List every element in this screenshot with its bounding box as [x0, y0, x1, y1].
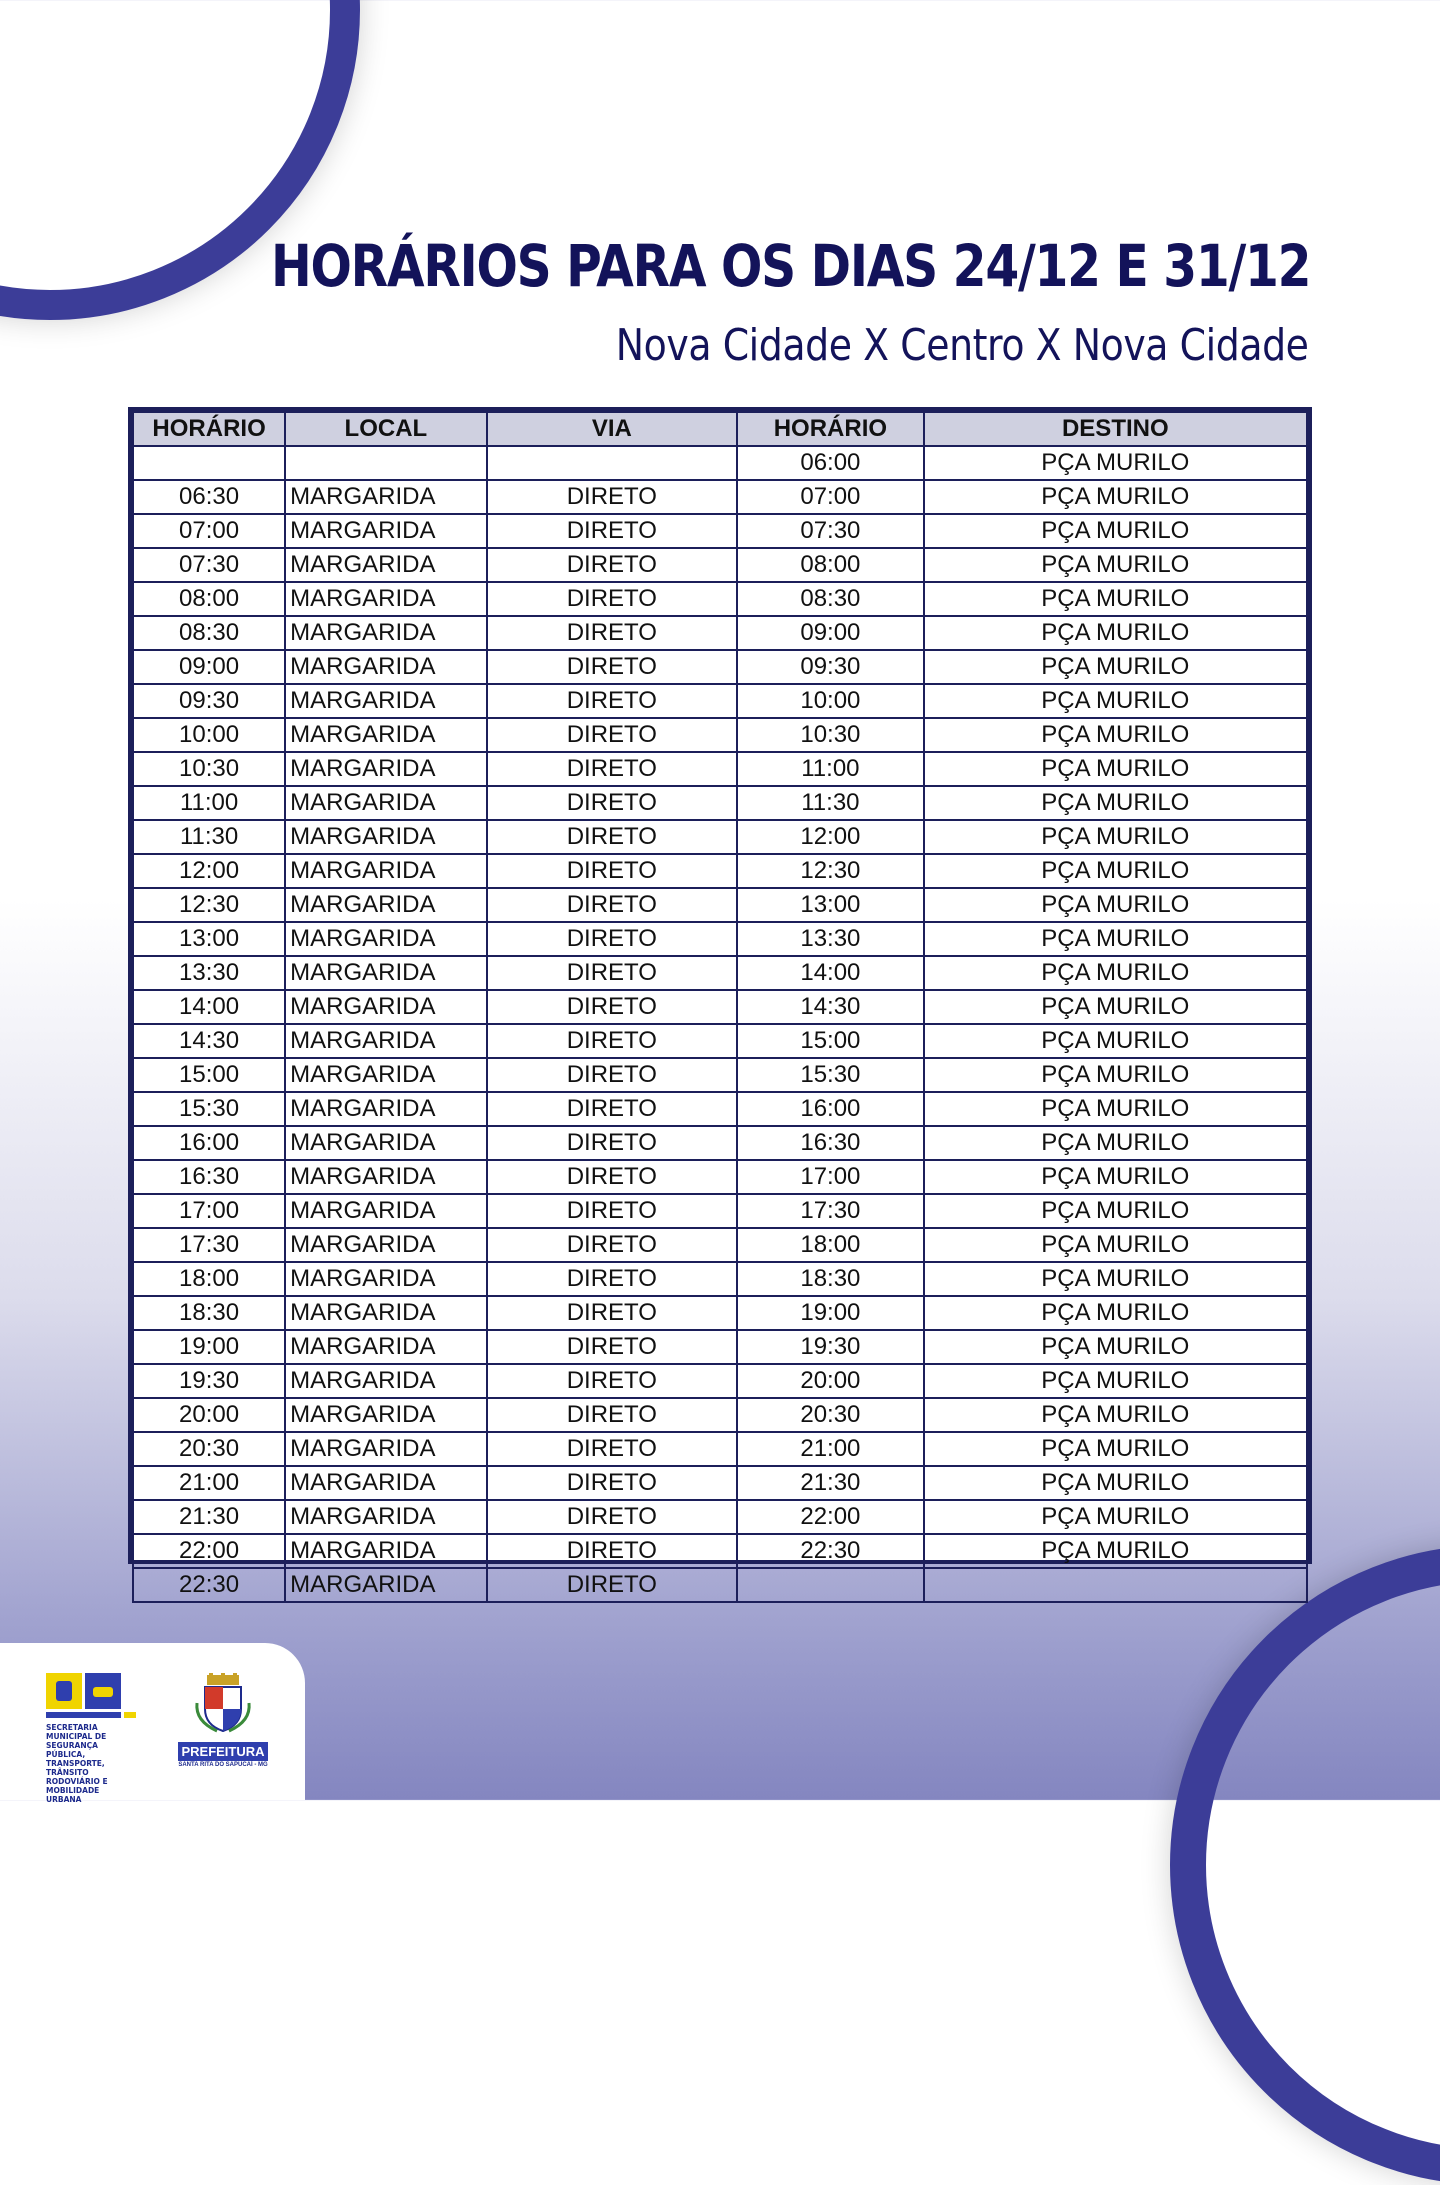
prefeitura-city: SANTA RITA DO SAPUCAÍ - MG	[178, 1762, 268, 1768]
departure-time-cell: 14:30	[133, 1024, 285, 1058]
destino-cell: PÇA MURILO	[924, 1500, 1307, 1534]
table-row	[133, 1330, 1307, 1364]
arrival-time-cell: 08:00	[737, 548, 924, 582]
local-cell: MARGARIDA	[285, 718, 486, 752]
destino-cell: PÇA MURILO	[924, 446, 1307, 480]
destino-cell: PÇA MURILO	[924, 1398, 1307, 1432]
table-row	[133, 548, 1307, 582]
local-cell: MARGARIDA	[285, 888, 486, 922]
departure-time-cell: 12:30	[133, 888, 285, 922]
arrival-time-cell: 22:30	[737, 1534, 924, 1568]
arrival-time-cell: 22:00	[737, 1500, 924, 1534]
departure-time-cell: 14:00	[133, 990, 285, 1024]
local-cell: MARGARIDA	[285, 1194, 486, 1228]
table-row	[133, 582, 1307, 616]
table-row	[133, 854, 1307, 888]
table-row	[133, 1296, 1307, 1330]
destino-cell: PÇA MURILO	[924, 650, 1307, 684]
arrival-time-cell: 17:30	[737, 1194, 924, 1228]
via-cell: DIRETO	[487, 820, 738, 854]
local-cell: MARGARIDA	[285, 854, 486, 888]
arrival-time-cell: 19:30	[737, 1330, 924, 1364]
arrival-time-cell: 06:00	[737, 446, 924, 480]
departure-time-cell	[133, 446, 285, 480]
via-cell: DIRETO	[487, 1228, 738, 1262]
destino-cell: PÇA MURILO	[924, 616, 1307, 650]
via-cell: DIRETO	[487, 480, 738, 514]
arrival-time-cell: 10:30	[737, 718, 924, 752]
destino-cell: PÇA MURILO	[924, 1160, 1307, 1194]
destino-cell: PÇA MURILO	[924, 684, 1307, 718]
via-cell: DIRETO	[487, 1398, 738, 1432]
departure-time-cell: 17:00	[133, 1194, 285, 1228]
arrival-time-cell: 21:30	[737, 1466, 924, 1500]
destino-cell: PÇA MURILO	[924, 548, 1307, 582]
destino-cell: PÇA MURILO	[924, 752, 1307, 786]
departure-time-cell: 17:30	[133, 1228, 285, 1262]
local-cell: MARGARIDA	[285, 1024, 486, 1058]
via-cell: DIRETO	[487, 1058, 738, 1092]
local-cell: MARGARIDA	[285, 1262, 486, 1296]
via-cell: DIRETO	[487, 582, 738, 616]
arrival-time-cell: 09:30	[737, 650, 924, 684]
via-cell: DIRETO	[487, 1126, 738, 1160]
arrival-time-cell: 18:30	[737, 1262, 924, 1296]
departure-time-cell: 18:30	[133, 1296, 285, 1330]
arrival-time-cell: 10:00	[737, 684, 924, 718]
header-horario-arrival: HORÁRIO	[737, 412, 924, 446]
destino-cell	[924, 1568, 1307, 1602]
table-row	[133, 446, 1307, 480]
via-cell: DIRETO	[487, 514, 738, 548]
local-cell: MARGARIDA	[285, 1160, 486, 1194]
via-cell: DIRETO	[487, 1092, 738, 1126]
local-cell: MARGARIDA	[285, 956, 486, 990]
destino-cell: PÇA MURILO	[924, 1296, 1307, 1330]
table-row	[133, 888, 1307, 922]
arrival-time-cell: 08:30	[737, 582, 924, 616]
local-cell: MARGARIDA	[285, 1058, 486, 1092]
departure-time-cell: 10:00	[133, 718, 285, 752]
via-cell: DIRETO	[487, 786, 738, 820]
via-cell: DIRETO	[487, 956, 738, 990]
destino-cell: PÇA MURILO	[924, 1126, 1307, 1160]
table-row	[133, 1024, 1307, 1058]
local-cell: MARGARIDA	[285, 514, 486, 548]
local-cell: MARGARIDA	[285, 480, 486, 514]
table-row	[133, 1160, 1307, 1194]
table-row	[133, 1500, 1307, 1534]
table-row	[133, 514, 1307, 548]
destino-cell: PÇA MURILO	[924, 956, 1307, 990]
destino-cell: PÇA MURILO	[924, 1024, 1307, 1058]
destino-cell: PÇA MURILO	[924, 718, 1307, 752]
arrival-time-cell: 13:30	[737, 922, 924, 956]
via-cell: DIRETO	[487, 990, 738, 1024]
header-local: LOCAL	[285, 412, 486, 446]
city-crest-icon	[193, 1673, 253, 1735]
local-cell: MARGARIDA	[285, 582, 486, 616]
destino-cell: PÇA MURILO	[924, 854, 1307, 888]
secretaria-logo	[46, 1673, 136, 1804]
arrival-time-cell: 13:00	[737, 888, 924, 922]
via-cell: DIRETO	[487, 616, 738, 650]
arrival-time-cell	[737, 1568, 924, 1602]
arrival-time-cell: 20:00	[737, 1364, 924, 1398]
departure-time-cell: 09:00	[133, 650, 285, 684]
page-subtitle: Nova Cidade X Centro X Nova Cidade	[616, 320, 1309, 371]
schedule-table-container	[128, 407, 1312, 1598]
table-row	[133, 820, 1307, 854]
arrival-time-cell: 07:00	[737, 480, 924, 514]
via-cell: DIRETO	[487, 752, 738, 786]
departure-time-cell: 20:00	[133, 1398, 285, 1432]
departure-time-cell: 21:30	[133, 1500, 285, 1534]
destino-cell: PÇA MURILO	[924, 1092, 1307, 1126]
arrival-time-cell: 07:30	[737, 514, 924, 548]
via-cell: DIRETO	[487, 718, 738, 752]
table-row	[133, 1092, 1307, 1126]
header-horario-departure: HORÁRIO	[133, 412, 285, 446]
departure-time-cell: 06:30	[133, 480, 285, 514]
table-row	[133, 956, 1307, 990]
local-cell: MARGARIDA	[285, 1432, 486, 1466]
departure-time-cell: 08:30	[133, 616, 285, 650]
local-cell: MARGARIDA	[285, 1568, 486, 1602]
departure-time-cell: 20:30	[133, 1432, 285, 1466]
page-title: HORÁRIOS PARA OS DIAS 24/12 E 31/12	[270, 232, 1310, 300]
local-cell: MARGARIDA	[285, 1398, 486, 1432]
destino-cell: PÇA MURILO	[924, 582, 1307, 616]
via-cell: DIRETO	[487, 1296, 738, 1330]
arrival-time-cell: 16:00	[737, 1092, 924, 1126]
via-cell: DIRETO	[487, 1194, 738, 1228]
destino-cell: PÇA MURILO	[924, 888, 1307, 922]
arrival-time-cell: 20:30	[737, 1398, 924, 1432]
destino-cell: PÇA MURILO	[924, 1058, 1307, 1092]
footer-logos	[0, 1643, 305, 1804]
destino-cell: PÇA MURILO	[924, 1432, 1307, 1466]
car-icon	[85, 1673, 121, 1709]
arrival-time-cell: 15:30	[737, 1058, 924, 1092]
local-cell	[285, 446, 486, 480]
local-cell: MARGARIDA	[285, 616, 486, 650]
arrival-time-cell: 15:00	[737, 1024, 924, 1058]
via-cell	[487, 446, 738, 480]
local-cell: MARGARIDA	[285, 1500, 486, 1534]
via-cell: DIRETO	[487, 650, 738, 684]
table-row	[133, 786, 1307, 820]
departure-time-cell: 08:00	[133, 582, 285, 616]
destino-cell: PÇA MURILO	[924, 786, 1307, 820]
destino-cell: PÇA MURILO	[924, 514, 1307, 548]
departure-time-cell: 13:00	[133, 922, 285, 956]
schedule-table	[132, 411, 1308, 1603]
table-row	[133, 1194, 1307, 1228]
local-cell: MARGARIDA	[285, 922, 486, 956]
local-cell: MARGARIDA	[285, 1092, 486, 1126]
decorative-arc-bottom-right	[1170, 1545, 1440, 2185]
local-cell: MARGARIDA	[285, 1364, 486, 1398]
destino-cell: PÇA MURILO	[924, 922, 1307, 956]
arrival-time-cell: 11:30	[737, 786, 924, 820]
arrival-time-cell: 12:30	[737, 854, 924, 888]
table-row	[133, 990, 1307, 1024]
arrival-time-cell: 12:00	[737, 820, 924, 854]
table-row	[133, 718, 1307, 752]
arrival-time-cell: 18:00	[737, 1228, 924, 1262]
pedestrian-icon	[46, 1673, 82, 1709]
via-cell: DIRETO	[487, 1330, 738, 1364]
secretaria-logo-text: SECRETARIA MUNICIPAL DE SEGURANÇA PÚBLICA, TRANSPORTE, TRÂNSITO RODOVIÁRIO E MOBILIDADE URBANA	[46, 1723, 108, 1804]
local-cell: MARGARIDA	[285, 786, 486, 820]
table-row	[133, 1262, 1307, 1296]
local-cell: MARGARIDA	[285, 1296, 486, 1330]
departure-time-cell: 10:30	[133, 752, 285, 786]
departure-time-cell: 18:00	[133, 1262, 285, 1296]
departure-time-cell: 16:30	[133, 1160, 285, 1194]
local-cell: MARGARIDA	[285, 548, 486, 582]
local-cell: MARGARIDA	[285, 752, 486, 786]
prefeitura-label: PREFEITURA	[178, 1742, 268, 1761]
departure-time-cell: 07:00	[133, 514, 285, 548]
via-cell: DIRETO	[487, 548, 738, 582]
header-via: VIA	[487, 412, 738, 446]
local-cell: MARGARIDA	[285, 650, 486, 684]
local-cell: MARGARIDA	[285, 820, 486, 854]
destino-cell: PÇA MURILO	[924, 990, 1307, 1024]
table-row	[133, 480, 1307, 514]
destino-cell: PÇA MURILO	[924, 1534, 1307, 1568]
prefeitura-logo	[178, 1673, 268, 1768]
table-row	[133, 1534, 1307, 1568]
destino-cell: PÇA MURILO	[924, 480, 1307, 514]
header-destino: DESTINO	[924, 412, 1307, 446]
table-header-row	[133, 412, 1307, 446]
destino-cell: PÇA MURILO	[924, 820, 1307, 854]
departure-time-cell: 19:00	[133, 1330, 285, 1364]
destino-cell: PÇA MURILO	[924, 1364, 1307, 1398]
table-row	[133, 1432, 1307, 1466]
via-cell: DIRETO	[487, 1534, 738, 1568]
arrival-time-cell: 11:00	[737, 752, 924, 786]
via-cell: DIRETO	[487, 1262, 738, 1296]
via-cell: DIRETO	[487, 1160, 738, 1194]
departure-time-cell: 15:30	[133, 1092, 285, 1126]
destino-cell: PÇA MURILO	[924, 1330, 1307, 1364]
via-cell: DIRETO	[487, 1466, 738, 1500]
departure-time-cell: 19:30	[133, 1364, 285, 1398]
table-row	[133, 1058, 1307, 1092]
via-cell: DIRETO	[487, 922, 738, 956]
table-row	[133, 752, 1307, 786]
table-body	[133, 446, 1307, 1602]
arrival-time-cell: 16:30	[737, 1126, 924, 1160]
departure-time-cell: 16:00	[133, 1126, 285, 1160]
arrival-time-cell: 14:00	[737, 956, 924, 990]
via-cell: DIRETO	[487, 854, 738, 888]
arrival-time-cell: 09:00	[737, 616, 924, 650]
departure-time-cell: 21:00	[133, 1466, 285, 1500]
via-cell: DIRETO	[487, 684, 738, 718]
via-cell: DIRETO	[487, 1432, 738, 1466]
via-cell: DIRETO	[487, 1500, 738, 1534]
local-cell: MARGARIDA	[285, 684, 486, 718]
table-row	[133, 1466, 1307, 1500]
departure-time-cell: 12:00	[133, 854, 285, 888]
departure-time-cell: 13:30	[133, 956, 285, 990]
departure-time-cell: 22:30	[133, 1568, 285, 1602]
table-row	[133, 1126, 1307, 1160]
table-row	[133, 1228, 1307, 1262]
table-row	[133, 1568, 1307, 1602]
destino-cell: PÇA MURILO	[924, 1262, 1307, 1296]
via-cell: DIRETO	[487, 1568, 738, 1602]
departure-time-cell: 15:00	[133, 1058, 285, 1092]
departure-time-cell: 11:00	[133, 786, 285, 820]
arrival-time-cell: 21:00	[737, 1432, 924, 1466]
local-cell: MARGARIDA	[285, 1126, 486, 1160]
via-cell: DIRETO	[487, 888, 738, 922]
local-cell: MARGARIDA	[285, 1330, 486, 1364]
via-cell: DIRETO	[487, 1024, 738, 1058]
local-cell: MARGARIDA	[285, 1228, 486, 1262]
table-row	[133, 616, 1307, 650]
departure-time-cell: 22:00	[133, 1534, 285, 1568]
table-row	[133, 1364, 1307, 1398]
arrival-time-cell: 14:30	[737, 990, 924, 1024]
destino-cell: PÇA MURILO	[924, 1466, 1307, 1500]
departure-time-cell: 11:30	[133, 820, 285, 854]
destino-cell: PÇA MURILO	[924, 1228, 1307, 1262]
table-row	[133, 650, 1307, 684]
departure-time-cell: 07:30	[133, 548, 285, 582]
destino-cell: PÇA MURILO	[924, 1194, 1307, 1228]
arrival-time-cell: 19:00	[737, 1296, 924, 1330]
local-cell: MARGARIDA	[285, 990, 486, 1024]
local-cell: MARGARIDA	[285, 1534, 486, 1568]
via-cell: DIRETO	[487, 1364, 738, 1398]
arrival-time-cell: 17:00	[737, 1160, 924, 1194]
table-row	[133, 1398, 1307, 1432]
local-cell: MARGARIDA	[285, 1466, 486, 1500]
departure-time-cell: 09:30	[133, 684, 285, 718]
table-row	[133, 922, 1307, 956]
table-row	[133, 684, 1307, 718]
